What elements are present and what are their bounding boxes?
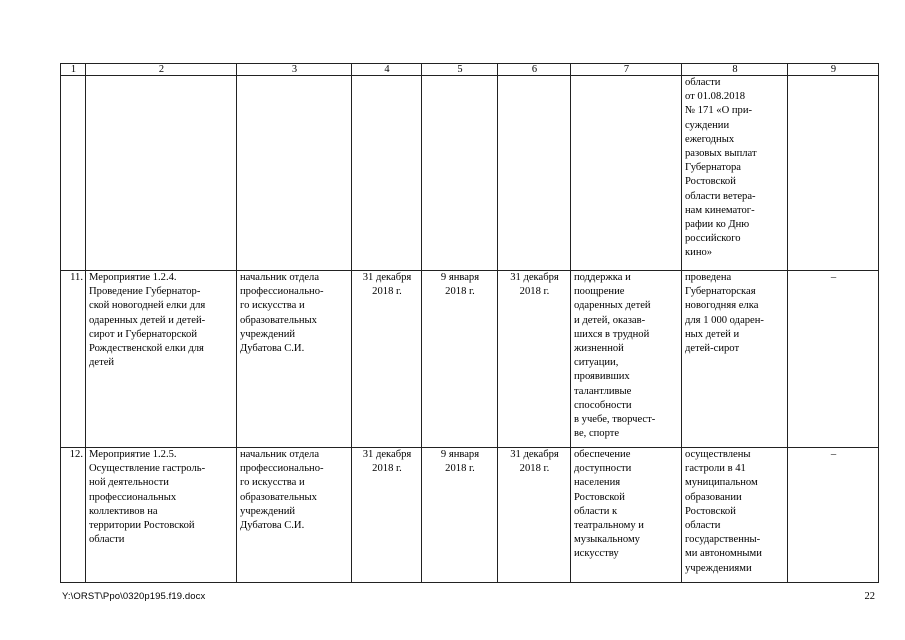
start-date-cell [422,76,498,271]
table-row [61,448,879,583]
reasons-cell: – [788,448,879,583]
end-date-cell [498,76,571,271]
column-header: 1 [61,64,86,76]
row-number-cell: 12. [61,448,86,583]
table-row-continued [61,76,879,271]
planned-date-cell: 31 декабря 2018 г. [352,271,422,448]
actual-result-cell: проведена Губернаторская новогодняя елка для 1 000 одарен- ных детей и детей-сирот [682,271,788,448]
actual-result-cell: области от 01.08.2018 № 171 «О при- суждении ежегодных разовых выплат Губернатора Ростовской области ветера- нам кинематог- рафии ко Дню российского кино» [682,76,788,271]
column-header: 7 [571,64,682,76]
column-header: 9 [788,64,879,76]
column-header: 3 [237,64,352,76]
column-header: 6 [498,64,571,76]
table-row [61,271,879,448]
planned-date-cell [352,76,422,271]
column-header: 2 [86,64,237,76]
footer-file-path: Y:\ORST\Ppo\0320p195.f19.docx [62,591,206,602]
expected-result-cell [571,76,682,271]
activity-cell: Мероприятие 1.2.4. Проведение Губернатор- ской новогодней елки для одаренных детей и детей- сирот и Губернаторской Рождественской елки для детей [86,271,237,448]
start-date-cell: 9 января 2018 г. [422,448,498,583]
end-date-cell: 31 декабря 2018 г. [498,271,571,448]
column-header: 5 [422,64,498,76]
responsible-cell: начальник отдела профессионально- го искусства и образовательных учреждений Дубатова С.И. [237,271,352,448]
row-number-cell: 11. [61,271,86,448]
responsible-cell: начальник отдела профессионально- го искусства и образовательных учреждений Дубатова С.И. [237,448,352,583]
plan-table [60,63,879,583]
actual-result-cell: осуществлены гастроли в 41 муниципальном образовании Ростовской области государственны- ми автономными учреждениями [682,448,788,583]
reasons-cell [788,76,879,271]
expected-result-cell: поддержка и поощрение одаренных детей и детей, оказав- шихся в трудной жизненной ситуации, проявивших талантливые способности в учебе, творчест- ве, спорте [571,271,682,448]
footer-page-number: 22 [864,591,875,602]
expected-result-cell: обеспечение доступности населения Ростовской области к театральному и музыкальному искусству [571,448,682,583]
start-date-cell: 9 января 2018 г. [422,271,498,448]
activity-cell: Мероприятие 1.2.5. Осуществление гастроль- ной деятельности профессиональных коллективов на территории Ростовской области [86,448,237,583]
responsible-cell [237,76,352,271]
reasons-cell: – [788,271,879,448]
column-number-header-row [61,64,879,76]
column-header: 4 [352,64,422,76]
row-number-cell [61,76,86,271]
end-date-cell: 31 декабря 2018 г. [498,448,571,583]
activity-cell [86,76,237,271]
column-header: 8 [682,64,788,76]
planned-date-cell: 31 декабря 2018 г. [352,448,422,583]
